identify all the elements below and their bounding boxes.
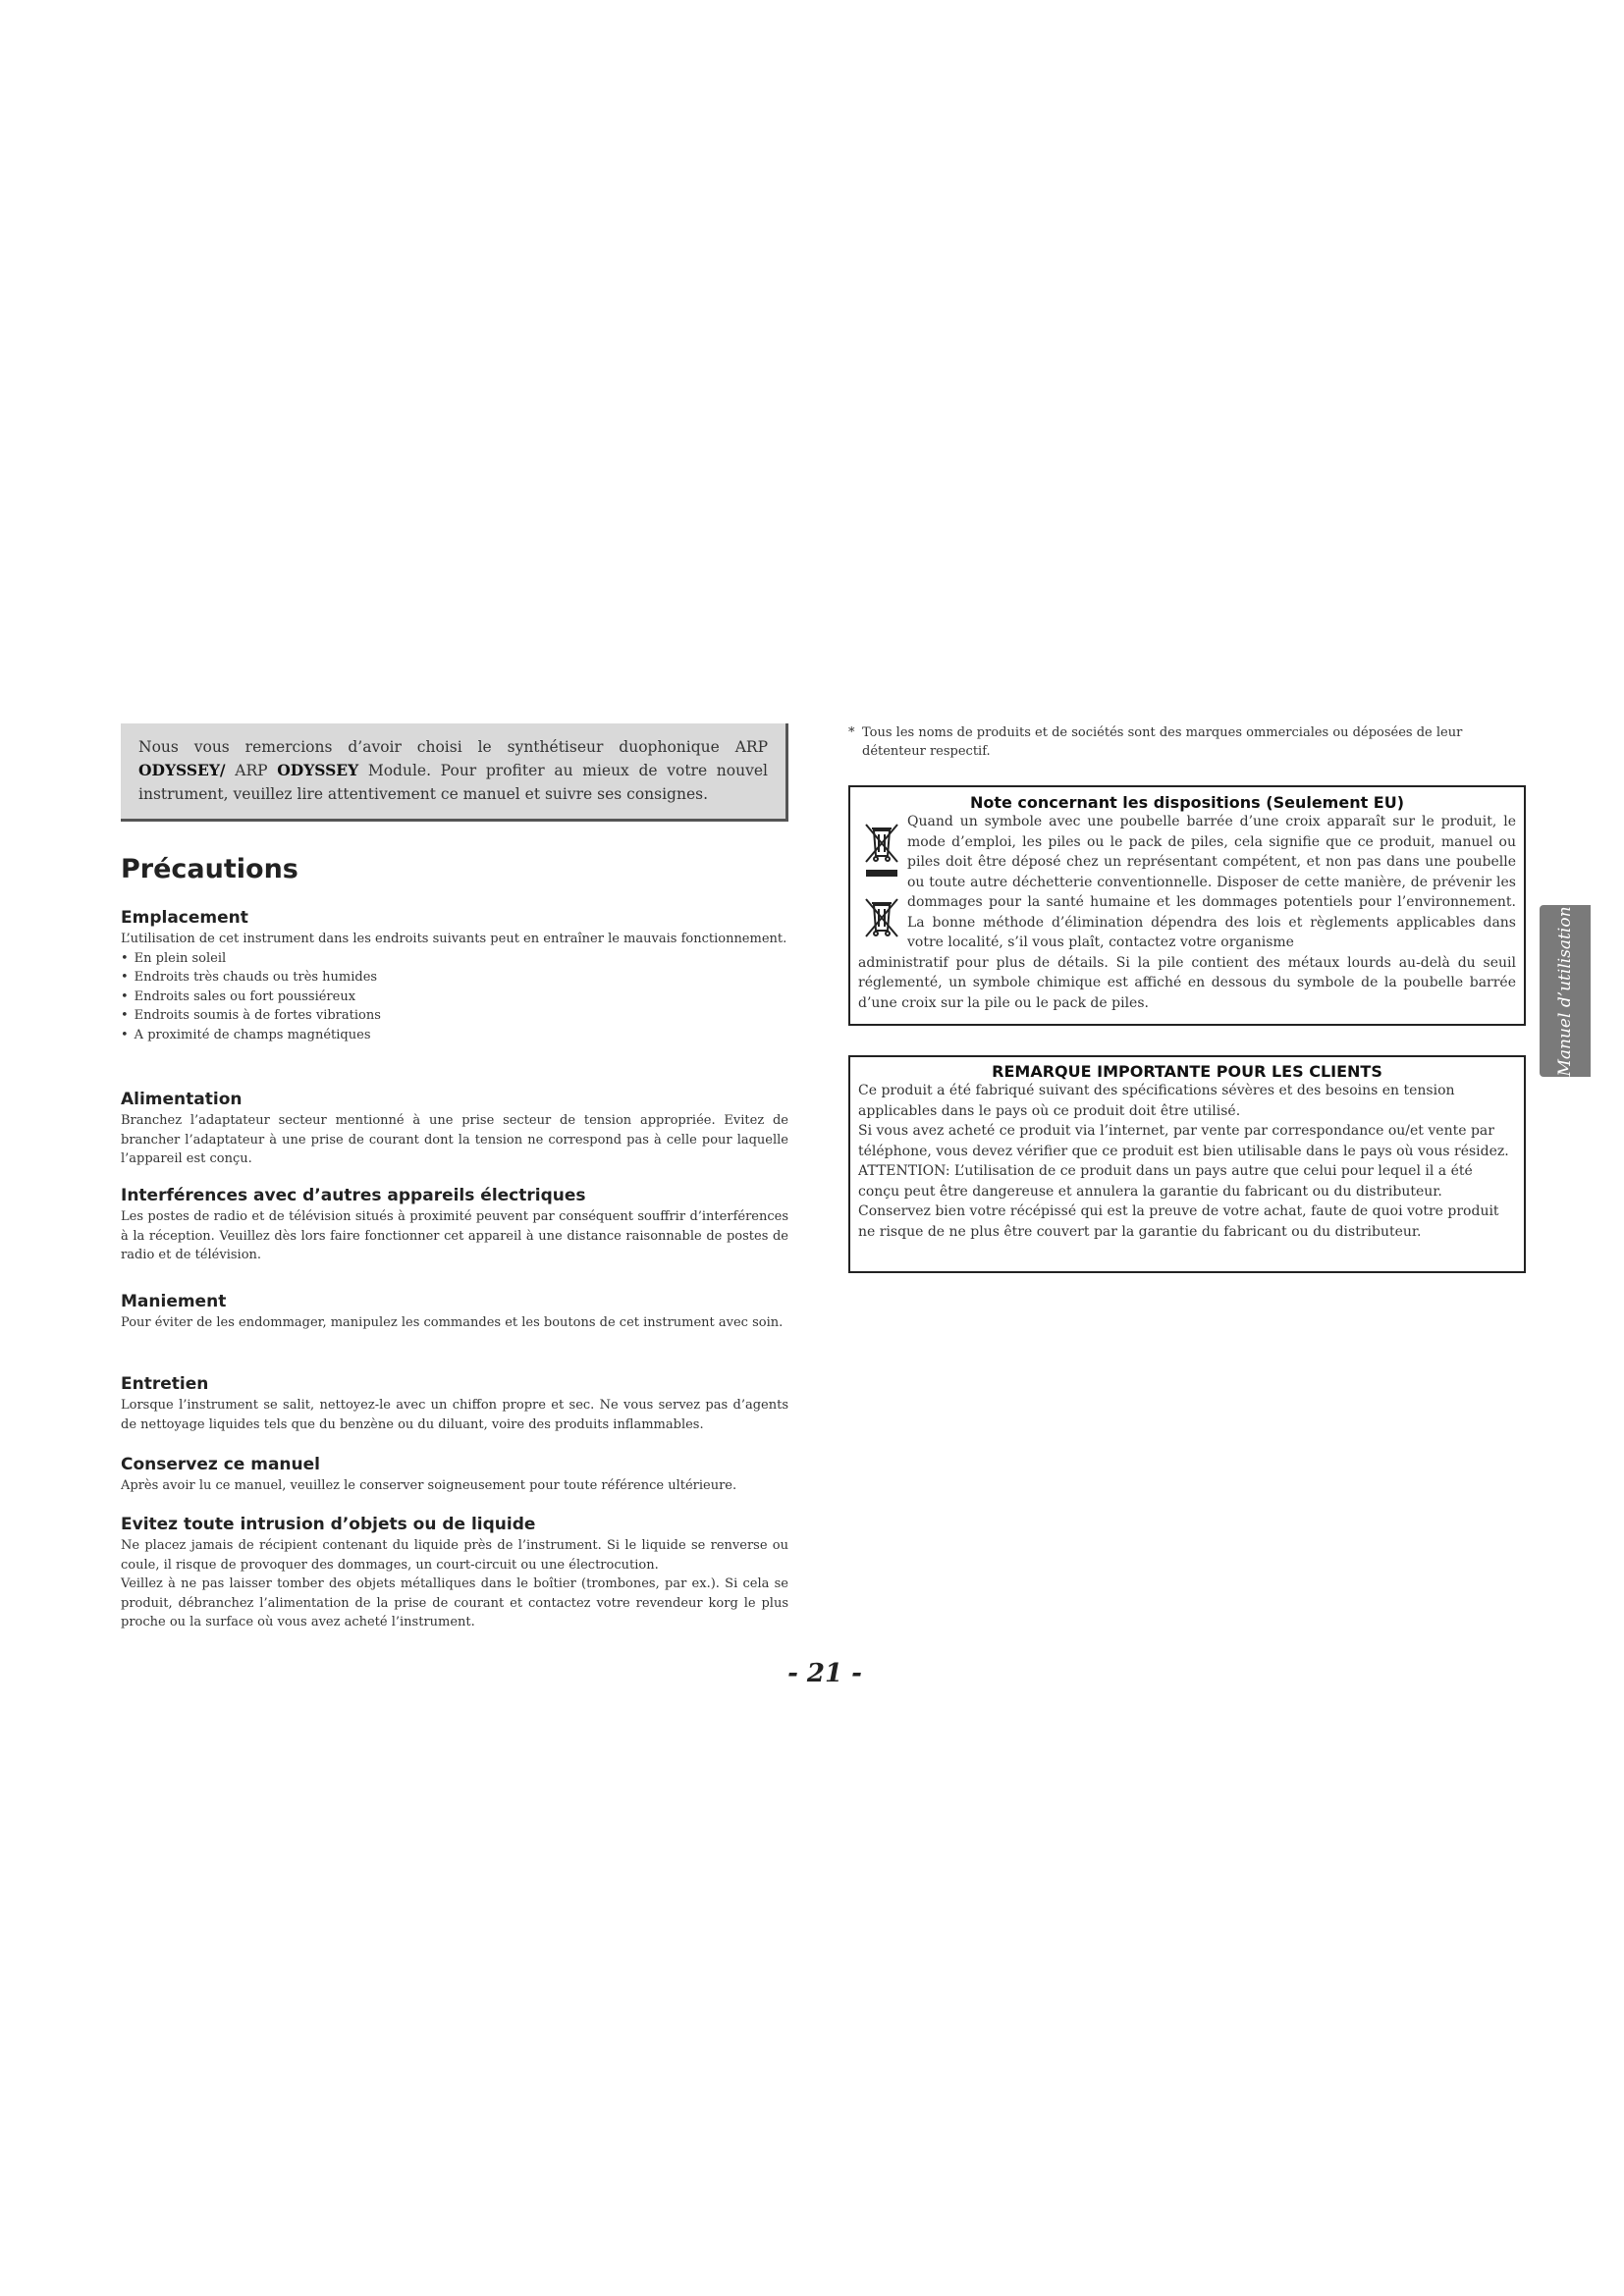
footnote-marker: * <box>848 725 855 740</box>
customer-notice <box>848 1055 1526 1273</box>
customer-notice-title: REMARQUE IMPORTANTE POUR LES CLIENTS <box>992 1062 1382 1081</box>
side-tab-label: Manuel d’utilisation <box>1555 905 1575 1077</box>
eu-note-title: Note concernant les dispositions (Seulement EU) <box>969 793 1405 812</box>
section-alimentation <box>121 1090 788 1169</box>
conservez-body: Après avoir lu ce manuel, veuillez le conserver soigneusement pour toute référence ultérieure. <box>121 1478 737 1493</box>
section-intrusion <box>121 1515 788 1632</box>
emplacement-body: L’utilisation de cet instrument dans les endroits suivants peut en entraîner le mauvais fonctionnement. <box>121 932 787 946</box>
entretien-body: Lorsque l’instrument se salit, nettoyez-le avec un chiffon propre et sec. Ne vous servez pas d’agents de nettoyage liquides tels que du benzène ou du diluant, voire des produits inflammables. <box>121 1398 788 1432</box>
intro-text-a: Nous vous remercions d’avoir choisi le synthétiseur duophonique ARP <box>138 738 768 756</box>
side-tab <box>1540 905 1591 1077</box>
section-maniement <box>121 1292 788 1333</box>
maniement-body: Pour éviter de les endommager, manipulez les commandes et les boutons de cet instrument avec soin. <box>121 1315 784 1330</box>
crossed-bin-icon <box>862 821 901 942</box>
footnote-text: Tous les noms de produits et de sociétés sont des marques ommerciales ou déposées de leur détenteur respectif. <box>862 725 1463 759</box>
intro-brand-2: ODYSSEY <box>277 761 359 779</box>
intrusion-body-1: Ne placez jamais de récipient contenant du liquide près de l’instrument. Si le liquide se renverse ou coule, il risque de provoquer des dommages, un court-circuit ou une électrocution. <box>121 1538 788 1573</box>
intrusion-body-2: Veillez à ne pas laisser tomber des objets métalliques dans le boîtier (trombones, par ex.). Si cela se produit, débranchez l’alimentation de la prise de courant et contactez votre revendeur korg le plus proche ou la surface où vous avez acheté l’instrument. <box>121 1576 788 1629</box>
conservez-heading: Conservez ce manuel <box>121 1455 320 1474</box>
eu-note-text-1: Quand un symbole avec une poubelle barrée d’une croix apparaît sur le produit, le mode d’emploi, les piles ou le pack de piles, cela signifie que ce produit, manuel ou piles doit être déposé chez un représentant compétent, et non pas dans une poubelle ou toute autre déchetterie conventionnelle. Disposer de cette manière, de prévenir les dommages pour la santé humaine et les dommages potentiels pour l’environnement. La bonne méthode d’élimination dépendra des lois et règlements applicables dans votre localité, s’il vous plaît, contactez votre organisme <box>907 814 1516 950</box>
eu-disposal-note <box>848 785 1526 1026</box>
eu-note-text-2: administratif pour plus de détails. Si la pile contient des métaux lourds au-delà du seuil réglementé, un symbole chimique est affiché en dessous du symbole de la poubelle barrée d’une croix sur la pile ou le pack de piles. <box>858 954 1516 1011</box>
emplacement-bullet-list <box>121 949 788 1045</box>
customer-notice-para-3: ATTENTION: L’utilisation de ce produit dans un pays autre que celui pour lequel il a été conçu peut être dangereuse et annulera la garantie du fabricant ou du distributeur. <box>858 1163 1473 1200</box>
list-item: • A proximité de champs magnétiques <box>121 1026 788 1045</box>
trademark-footnote <box>848 723 1516 761</box>
page-number: - 21 - <box>787 1659 862 1688</box>
eu-note-body <box>858 812 1516 1013</box>
intro-box <box>121 723 788 822</box>
list-item: • Endroits soumis à de fortes vibrations <box>121 1006 788 1026</box>
alimentation-heading: Alimentation <box>121 1090 243 1109</box>
alimentation-body: Branchez l’adaptateur secteur mentionné à une prise secteur de tension appropriée. Evitez de brancher l’adaptateur à une prise de courant dont la tension ne correspond pas à celle pour laquelle l’appareil est conçu. <box>121 1113 788 1166</box>
intro-text-c: Module. Pour profiter au mieux de votre nouvel instrument, veuillez lire attentivement ce manuel et suivre ses consignes. <box>138 762 768 803</box>
intrusion-heading: Evitez toute intrusion d’objets ou de liquide <box>121 1515 536 1534</box>
customer-notice-para-1: Ce produit a été fabriqué suivant des spécifications sévères et des besoins en tension applicables dans le pays où ce produit doit être utilisé. <box>858 1083 1455 1119</box>
section-conservez <box>121 1455 788 1496</box>
list-item: • En plein soleil <box>121 949 788 969</box>
section-entretien <box>121 1374 788 1434</box>
emplacement-heading: Emplacement <box>121 908 248 928</box>
section-emplacement <box>121 908 788 1044</box>
entretien-heading: Entretien <box>121 1374 209 1394</box>
intro-brand-1: ODYSSEY/ <box>138 761 226 779</box>
intro-text-b: ARP <box>235 762 278 779</box>
precautions-title: Précautions <box>121 854 298 884</box>
maniement-heading: Maniement <box>121 1292 227 1311</box>
customer-notice-para-2: Si vous avez acheté ce produit via l’internet, par vente par correspondance ou/et vente par téléphone, vous devez vérifier que ce produit est bien utilisable dans le pays où vous résidez. <box>858 1123 1509 1159</box>
interferences-heading: Interférences avec d’autres appareils électriques <box>121 1186 586 1205</box>
section-interferences <box>121 1186 788 1265</box>
list-item: • Endroits très chauds ou très humides <box>121 968 788 988</box>
eu-icons <box>862 821 901 942</box>
interferences-body: Les postes de radio et de télévision situés à proximité peuvent par conséquent souffrir d’interférences à la réception. Veuillez dès lors faire fonctionner cet appareil à une distance raisonnable de postes de radio et de télévision. <box>121 1209 788 1262</box>
customer-notice-para-4: Conservez bien votre récépissé qui est la preuve de votre achat, faute de quoi votre produit ne risque de ne plus être couvert par la garantie du fabricant ou du distributeur. <box>858 1203 1499 1240</box>
list-item: • Endroits sales ou fort poussiéreux <box>121 988 788 1007</box>
